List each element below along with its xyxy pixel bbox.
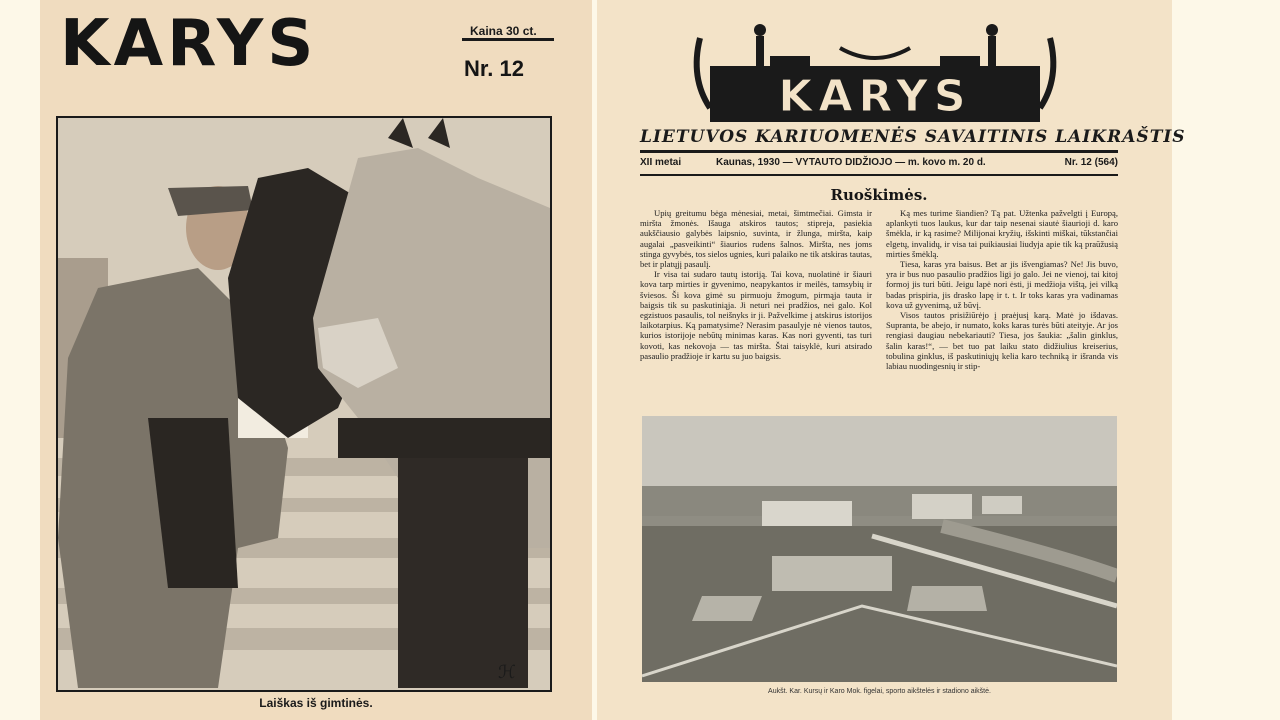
logo-text: KARYS <box>778 71 972 122</box>
paragraph: Upių greitumu bėga mėnesiai, metai, šimtmečiai. Gimsta ir miršta žmonės. Išauga atskiros tautos; stipreja, pasiekia aukščiausio galybės laipsnio, suvinta, ir žlunga, miršta, kaip augalai „pasveikinti“ šiaurios rudens šalnos. Miršta, nes joms stinga gyvybės, tos sielos ugnies, kuri palaiko ne tik atskiras tautas, bet ir platųjį pasaulį. <box>640 208 872 270</box>
price-rule <box>462 38 554 41</box>
dateline-issue: Nr. 12 (564) <box>1064 157 1118 168</box>
price-label: Kaina 30 ct. <box>470 24 537 38</box>
paragraph: Ką mes turime šiandien? Tą pat. Užtenka pažvelgti į Europą, aplankyti tuos laukus, kur dar taip nesenai siautė šiaurioji d. karo šmėkla, ir ką rasime? Milijonai kryžių, išskinti miškai, tūkstančiai elgetų, invalidų, ir visa tai puikiausiai liudyja apie tik ką praūžusią mirties šmėklą. <box>886 208 1118 259</box>
dateline <box>640 157 1118 171</box>
stadium-photo <box>642 416 1117 682</box>
paragraph: Ir visa tai sudaro tautų istoriją. Tai kova, nuolatinė ir šiauri kova tarp mirties ir gyvenimo, neapykantos ir meilės, tamsybių ir šviesos. Ši kova gimė su pirmuoju žmogum, pirmąja tauta ir baigsis tik su paskutiniąja. Ji neturi nei pradžios, nei galo. Kol egzistuos pasaulis, tol neišnyks ir ji. Pažvelkime į atskirus istorijos laikotarpius. Ką pamatysime? Nerasim pasaulyje nė vienos tautos, kurios istorijoje nebūtų minimas karas. Kas nori gyventi, tas turi kovoti, kas nekovoja — tas miršta. Štai taisyklė, kuri atsirado pasaulio pradžioje ir kartu su juo baigsis. <box>640 269 872 361</box>
paragraph: Visos tautos prisižiūrėjo į praėjusį karą. Matė jo išdavas. Supranta, be abejo, ir numato, koks karas turės būti ateityje. Ar jos rengiasi daugiau nebekariauti? Tiesa, jos šaukia: „šalin ginklus, šalin karas!“, — bet tuo pat laiku stato didžiulius kreiserius, tobulina ginklus, iš paskutiniųjų kelia karo techniką ir išranda vis labiau nuodingesnių ir stip- <box>886 310 1118 372</box>
dateline-place-date: Kaunas, 1930 — VYTAUTO DIDŽIOJO — m. kovo m. 20 d. <box>716 157 986 168</box>
header-rule-top <box>640 150 1118 153</box>
header-rule-bottom <box>640 174 1118 176</box>
article-title: Ruoškimės. <box>830 186 928 204</box>
svg-text:ℋ: ℋ <box>498 662 516 683</box>
dateline-year: XII metai <box>640 157 682 168</box>
newspaper-subtitle: LIETUVOS KARIUOMENĖS SAVAITINIS LAIKRAŠTIS <box>640 127 1186 147</box>
cover-caption: Laiškas iš gimtinės. <box>259 696 373 710</box>
cover-illustration <box>56 116 552 692</box>
paragraph: Tiesa, karas yra baisus. Bet ar jis išvengiamas? Ne! Jis buvo, yra ir bus nuo pasaulio pradžios ligi jo galo. Jei ne vienoj, tai kitoj formoj jis turi būti. Jeigu lapė nori ėsti, ji medžioja vištą, jei vilką badas prispiria, jis drasko lapę ir t. t. Ir toks karas yra vadinamas kova už gyvenimą, už būvį. <box>886 259 1118 310</box>
karys-logo <box>640 18 1110 128</box>
masthead-left: KARYS <box>60 7 318 81</box>
photo-caption: Aukšt. Kar. Kursų ir Karo Mok. figelai, sporto aikštelės ir stadiono aikštė. <box>768 688 991 695</box>
article-column-2 <box>886 208 1118 371</box>
soldier-horses-illustration <box>58 118 550 690</box>
issue-number-left: Nr. 12 <box>464 56 524 81</box>
article-column-1 <box>640 208 872 361</box>
